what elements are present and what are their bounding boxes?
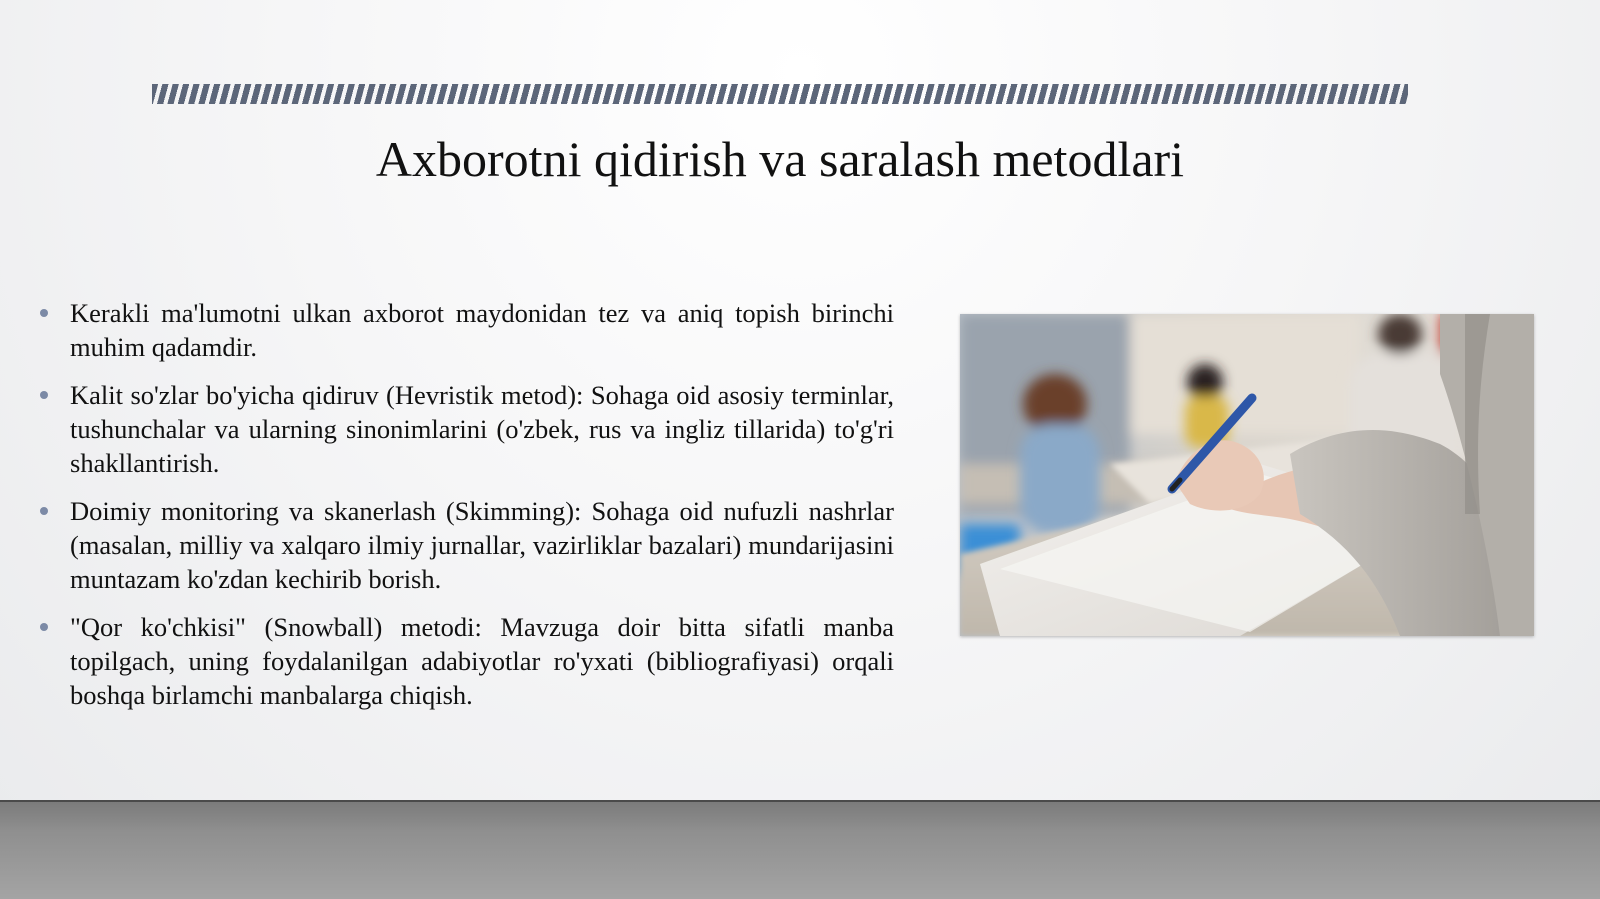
bullet-text: Doimiy monitoring va skanerlash (Skimming): Sohaga oid nufuzli nashrlar (masalan, milliy va xalqaro ilmiy jurnallar, vazirliklar bazalari) mundarijasini muntazam ko'zdan kechirib borish. — [70, 496, 894, 594]
bullet-dot-icon — [40, 309, 48, 317]
bullet-text: Kalit so'zlar bo'yicha qidiruv (Hevristik metod): Sohaga oid asosiy terminlar, tushunchalar va ularning sinonimlarini (o'zbek, rus va ingliz tillarida) to'g'ri shakllantirish. — [70, 380, 894, 478]
classroom-writing-photo — [960, 314, 1534, 636]
bullet-item — [36, 378, 894, 480]
bullet-text: "Qor ko'chkisi" (Snowball) metodi: Mavzuga doir bitta sifatli manba topilgach, uning foydalanilgan adabiyotlar ro'yxati (bibliografiyasi) orqali boshqa birlamchi manbalarga chiqish. — [70, 612, 894, 710]
bullet-dot-icon — [40, 507, 48, 515]
bullet-item — [36, 296, 894, 364]
bullet-dot-icon — [40, 623, 48, 631]
bullet-item — [36, 494, 894, 596]
bullet-dot-icon — [40, 391, 48, 399]
bullet-list — [36, 296, 894, 726]
bullet-item — [36, 610, 894, 712]
floor — [0, 802, 1600, 899]
bullet-text: Kerakli ma'lumotni ulkan axborot maydonidan tez va aniq topish birinchi muhim qadamdir. — [70, 298, 894, 362]
decorative-stripe-band — [152, 84, 1408, 104]
slide-title: Axborotni qidirish va saralash metodlari — [375, 131, 1185, 187]
